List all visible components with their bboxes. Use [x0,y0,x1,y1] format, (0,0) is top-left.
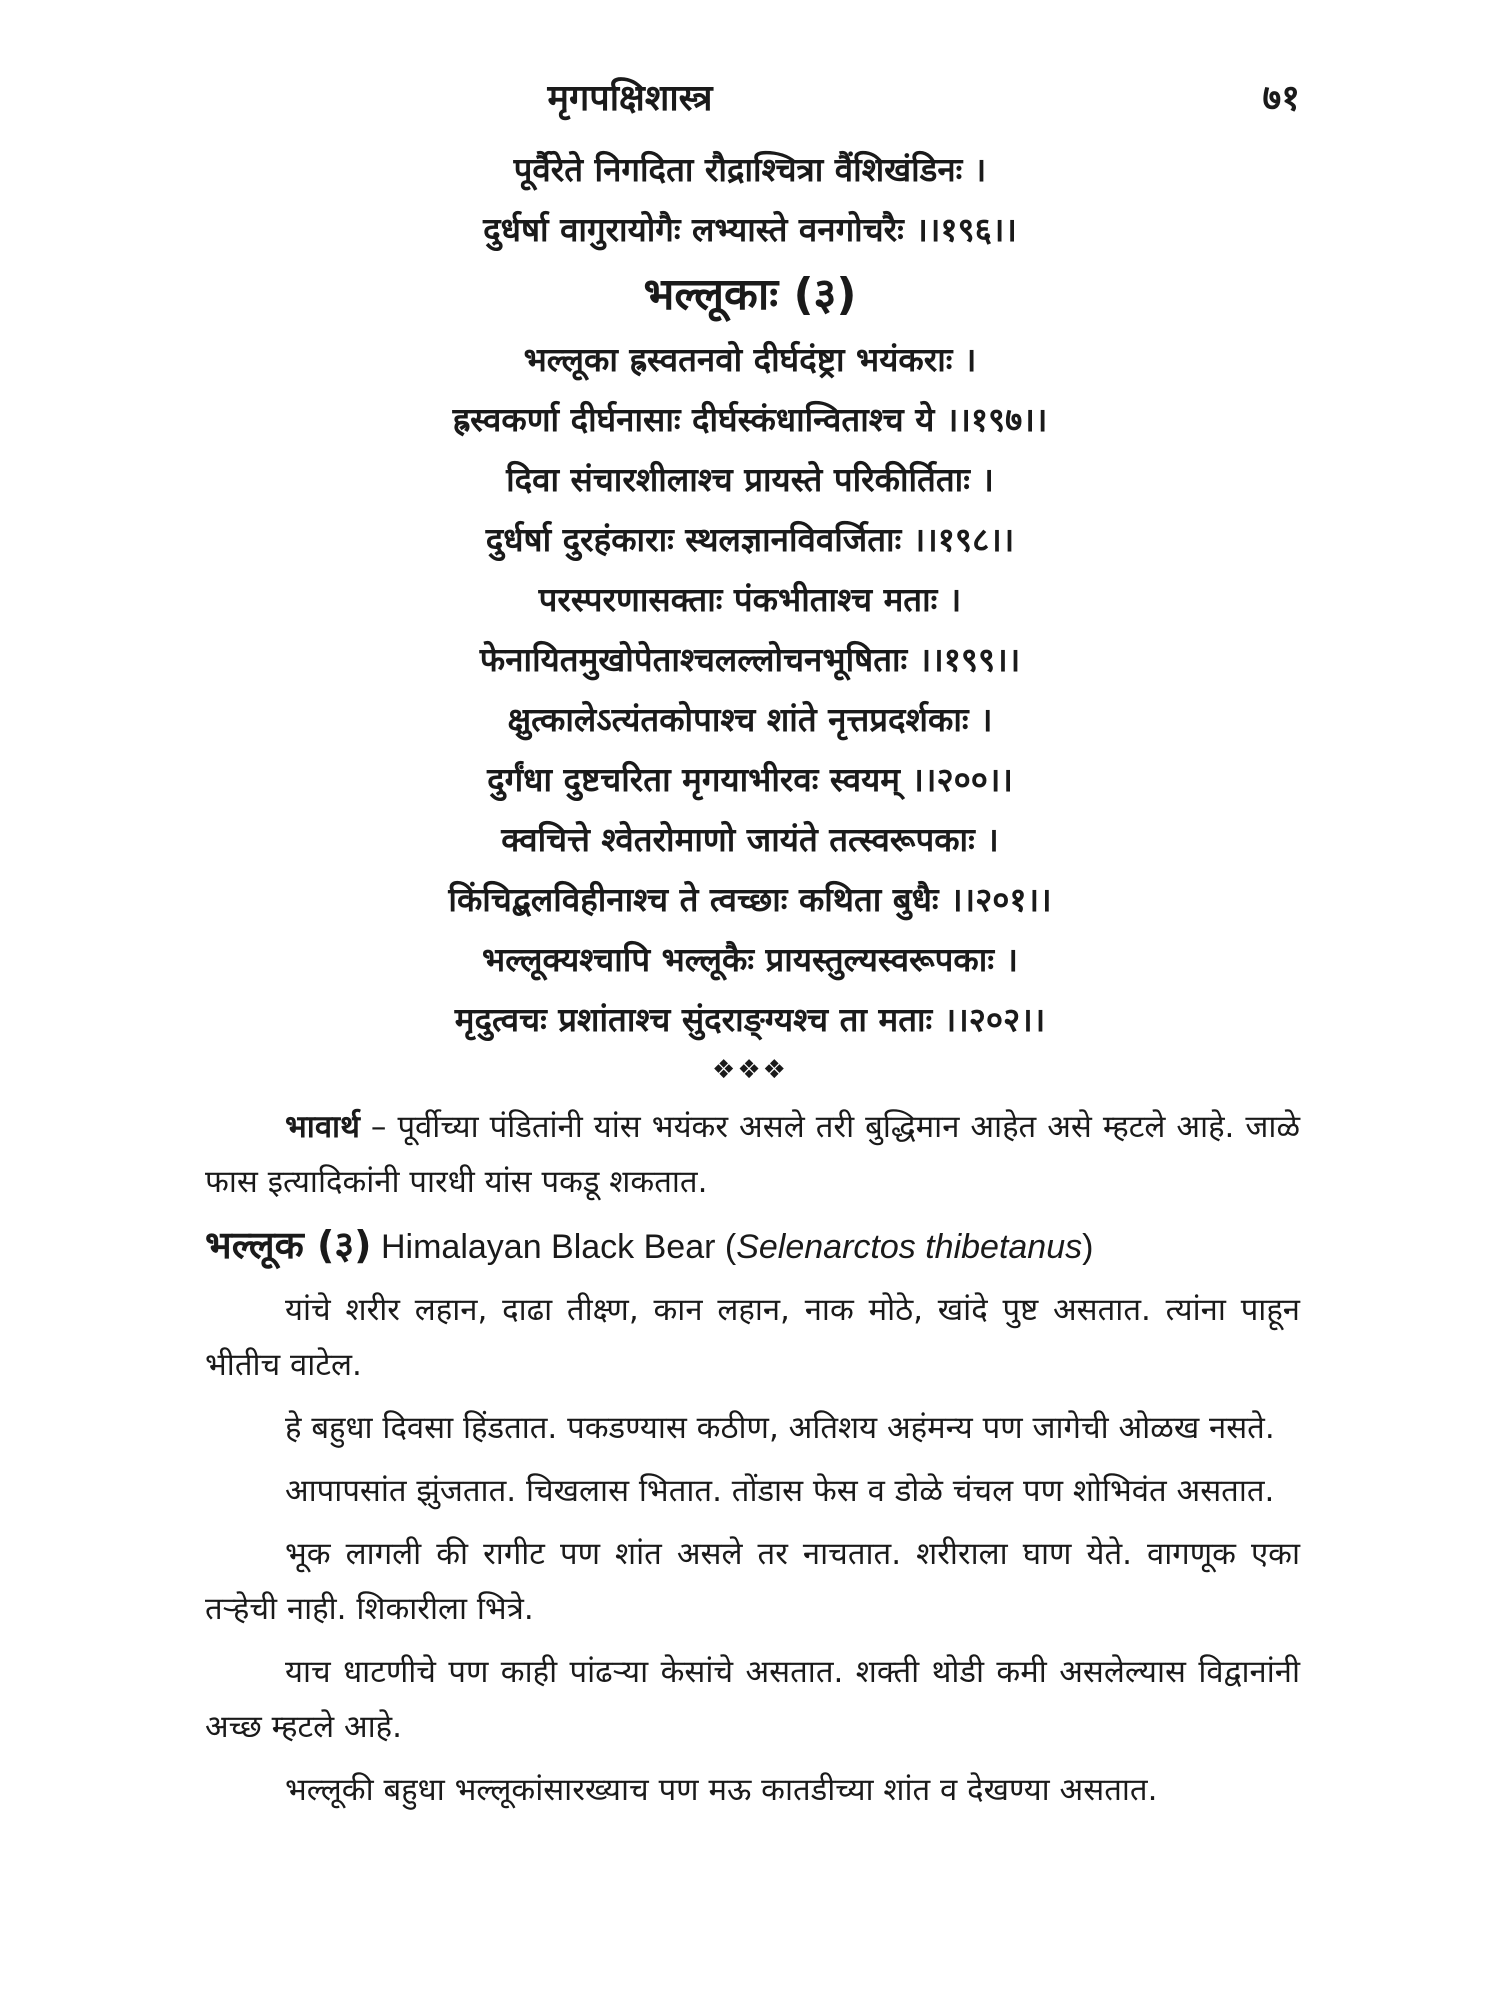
verse-line: दिवा संचारशीलाश्च प्रायस्ते परिकीर्तिताः । [506,460,994,499]
verse-block [200,140,1300,1050]
commentary-block [205,1100,1300,1826]
species-scientific-name: Selenarctos thibetanus [736,1228,1083,1266]
commentary-paragraph: भूक लागली की रागीट पण शांत असले तर नाचतात. शरीराला घाण येते. वागणूक एका तऱ्हेची नाही. शिकारीला भित्रे. [205,1536,1300,1627]
running-title: मृगपक्षिशास्त्र [547,78,713,119]
verse-line: दुर्धर्षा दुरहंकाराः स्थलज्ञानविवर्जिताः ।।१९८।। [485,520,1015,559]
verse-line: दुर्गंधा दुष्टचरिता मृगयाभीरवः स्वयम् ।।२००।। [487,760,1013,799]
running-head [200,72,1300,122]
verse-line: परस्परणासक्ताः पंकभीताश्च मताः । [538,580,962,619]
verse-line: ह्रस्वकर्णा दीर्घनासाः दीर्घस्कंधान्विताश्च ये ।।१९७।। [452,400,1048,439]
species-heading-english: Himalayan Black Bear ( [371,1228,737,1266]
species-heading-close: ) [1082,1228,1094,1266]
verse-line: किंचिद्बलविहीनाश्च ते त्वच्छाः कथिता बुधैः ।।२०१।। [448,880,1052,919]
verse-line: पूर्वैरेते निगदिता रौद्राश्चित्रा वैंशिखंडिनः । [513,150,987,189]
page-number: ७१ [1262,78,1300,119]
verse-line: क्वचित्ते श्वेतरोमाणो जायंते तत्स्वरूपकाः । [501,820,999,859]
section-ornament: ❖❖❖ [712,1055,788,1085]
section-heading: भल्लूकाः (३) [643,269,857,320]
commentary-paragraph: याच धाटणीचे पण काही पांढऱ्या केसांचे असतात. शक्ती थोडी कमी असलेल्यास विद्वानांनी अच्छ म्हटले आहे. [205,1654,1300,1745]
verse-line: दुर्धर्षा वागुरायोगैः लभ्यास्ते वनगोचरैः ।।१९६।। [483,210,1017,249]
commentary-paragraph: यांचे शरीर लहान, दाढा तीक्ष्ण, कान लहान, नाक मोठे, खांदे पुष्ट असतात. त्यांना पाहून भीतीच वाटेल. [205,1292,1300,1383]
verse-line: भल्लूक्यश्चापि भल्लूकैः प्रायस्तुल्यस्वरूपकाः । [482,940,1018,979]
verse-line: फेनायितमुखोपेताश्चलल्लोचनभूषिताः ।।१९९।। [479,640,1021,679]
commentary-paragraph: आपापसांत झुंजतात. चिखलास भितात. तोंडास फेस व डोळे चंचल पण शोभिवंत असतात. [285,1473,1275,1509]
species-heading [205,1218,1300,1275]
bhavartha-text: – पूर्वीच्या पंडितांनी यांस भयंकर असले तरी बुद्धिमान आहेत असे म्हटले आहे. जाळे फास इत्यादिकांनी पारधी यांस पकडू शकतात. [205,1109,1300,1200]
verse-line: मृदुत्वचः प्रशांताश्च सुंदराङ्ग्यश्च ता मताः ।।२०२।। [454,1000,1046,1039]
commentary-paragraph: भल्लूकी बहुधा भल्लूकांसारख्याच पण मऊ कातडीच्या शांत व देखण्या असतात. [285,1772,1158,1808]
commentary-paragraph: हे बहुधा दिवसा हिंडतात. पकडण्यास कठीण, अतिशय अहंमन्य पण जागेची ओळख नसते. [285,1410,1275,1446]
verse-line: भल्लूका ह्रस्वतनवो दीर्घदंष्ट्रा भयंकराः । [523,340,977,379]
species-heading-marathi: भल्लूक (३) [205,1223,372,1267]
verse-line: क्षुत्कालेऽत्यंतकोपाश्च शांते नृत्तप्रदर्शकाः । [507,700,993,739]
bhavartha-paragraph [205,1100,1300,1210]
bhavartha-label: भावार्थ [285,1109,360,1145]
